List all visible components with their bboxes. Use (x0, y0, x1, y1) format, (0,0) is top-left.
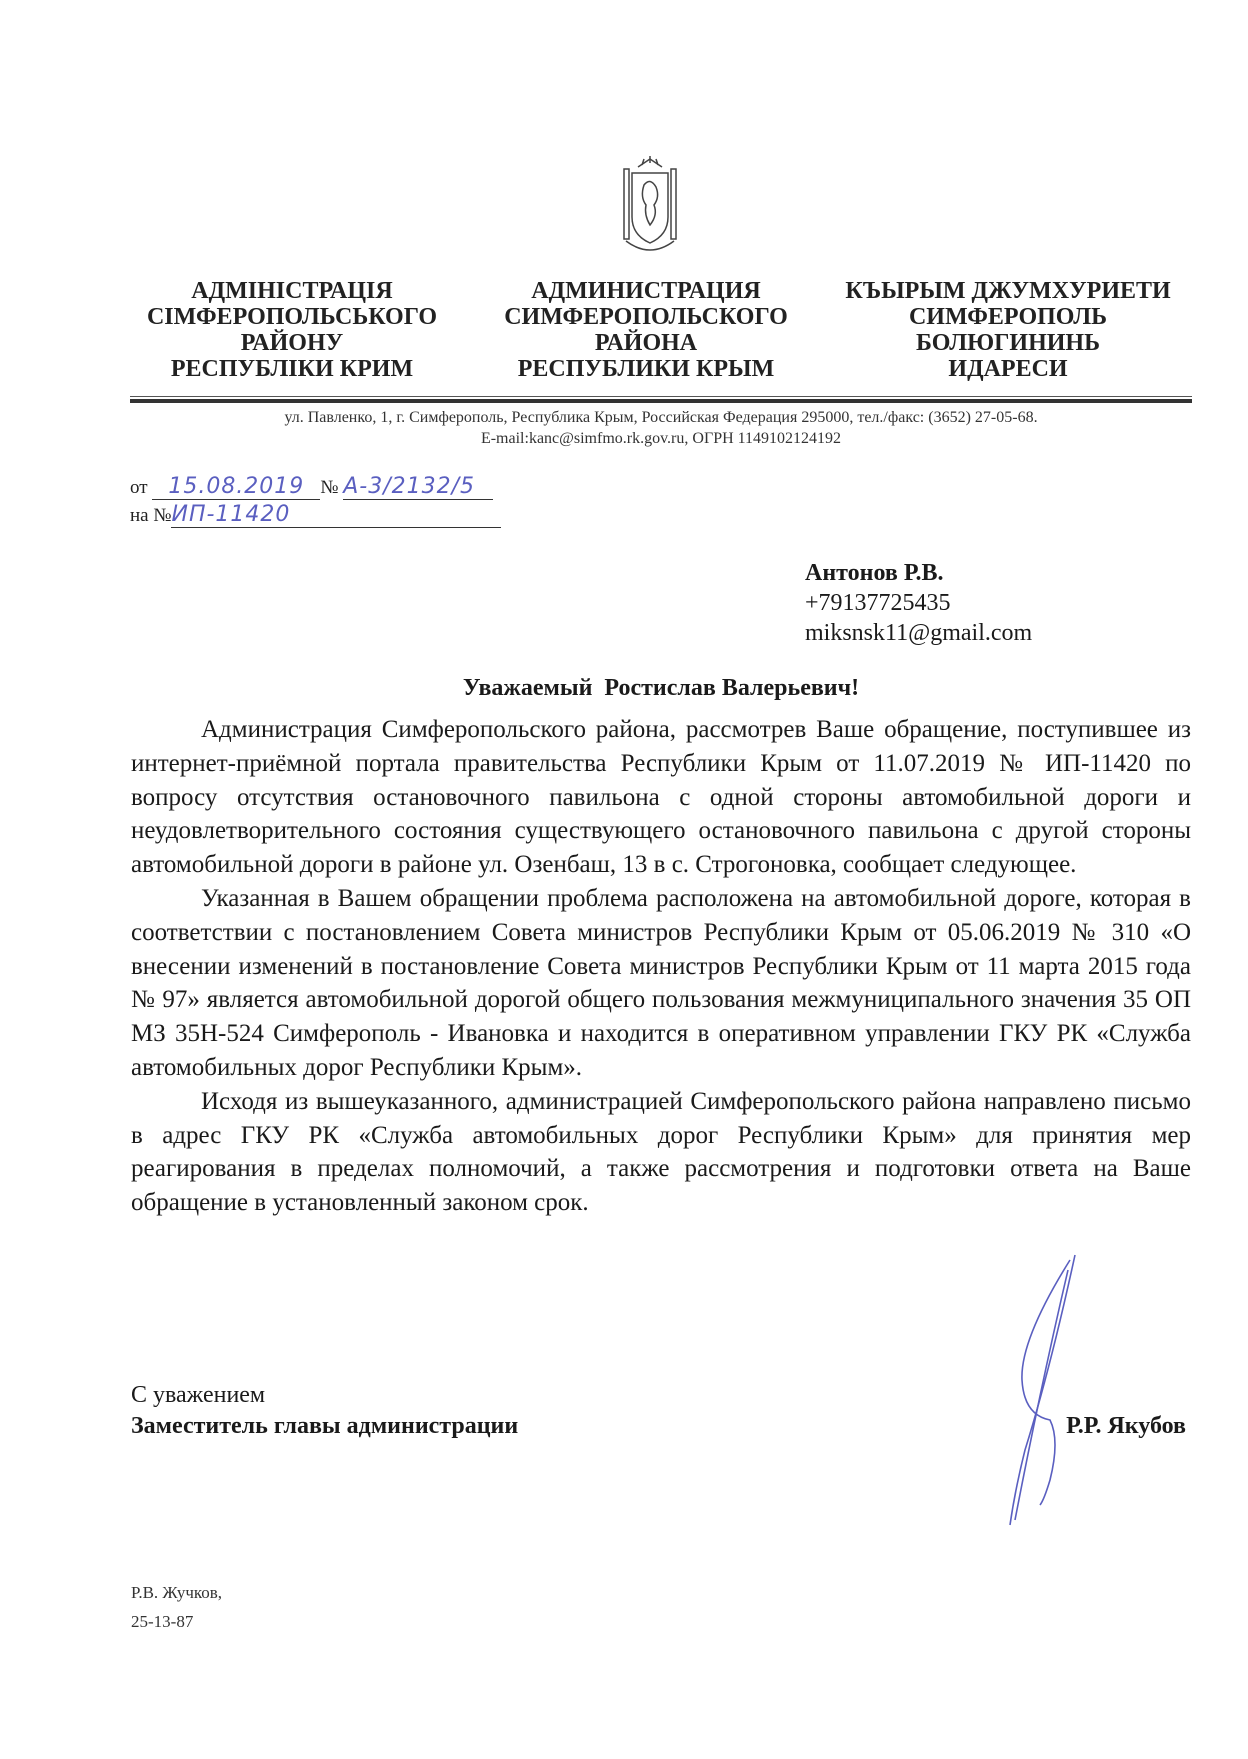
paragraph: Указанная в Вашем обращении проблема расположена на автомобильной дороге, которая в соответствии с постановлением Совета министров Республики Крым от 05.06.2019 № 310 «О внесении изменений в постановление Совета министров Республики Крым от 11 марта 2015 года № 97» является автомобильной дорогой общего пользования межмуниципального значения 35 ОП МЗ 35Н-524 Симферополь - Ивановка и находится в оперативном управлении ГКУ РК «Служба автомобильных дорог Республики Крым». (131, 884, 1191, 1081)
letterhead-russian (476, 278, 816, 382)
reply-registration (130, 502, 501, 528)
recipient-block (805, 558, 1032, 648)
address-block (130, 407, 1192, 449)
letterhead-crimean-tatar (838, 278, 1178, 382)
header-divider-thick (130, 399, 1192, 403)
handwritten-signature (950, 1250, 1090, 1540)
header-divider-thin (130, 396, 1192, 397)
contact-line: E-mail:kanc@simfmo.rk.gov.ru, ОГРН 1149102124192 (480, 430, 842, 447)
number-handwritten: А-3/2132/5 (343, 474, 493, 500)
signer-name: Р.Р. Якубов (1066, 1413, 1186, 1439)
header-line: РЕСПУБЛИКИ КРЫМ (517, 356, 775, 382)
greeting: Уважаемый Ростислав Валерьевич! (462, 675, 860, 701)
header-line: СІМФЕРОПОЛЬСЬКОГО (146, 304, 438, 330)
header-line: РАЙОНУ (240, 330, 344, 356)
executor-block (131, 1578, 222, 1636)
letterhead-ukrainian (122, 278, 462, 382)
executor-phone: 25-13-87 (131, 1612, 194, 1631)
reply-label: на № (130, 505, 172, 526)
date-handwritten: 15.08.2019 (152, 474, 320, 500)
header-line: СИМФЕРОПОЛЬ (908, 304, 1108, 330)
header-line: ИДАРЕСИ (948, 356, 1068, 382)
header-line: КЪЫРЫМ ДЖУМХУРИЕТИ (845, 278, 1171, 304)
coat-of-arms-icon (620, 155, 680, 255)
header-line: СИМФЕРОПОЛЬСКОГО (504, 304, 788, 330)
recipient-email: miksnsk11@gmail.com (805, 620, 1033, 646)
address-line: ул. Павленко, 1, г. Симферополь, Республика Крым, Российская Федерация 295000, тел./факс: (3652) 27-05-68. (284, 409, 1038, 426)
header-line: РАЙОНА (594, 330, 698, 356)
outgoing-registration (130, 474, 493, 500)
closing-regards: С уважением (131, 1382, 266, 1408)
header-line: АДМИНИСТРАЦИЯ (531, 278, 761, 304)
paragraph: Администрация Симферопольского района, рассмотрев Ваше обращение, поступившее из интернет-приёмной портала правительства Республики Крым от 11.07.2019 № ИП-11420 по вопросу отсутствия остановочного павильона с одной стороны автомобильной дороги и неудовлетворительного состояния существующего остановочного павильона с другой стороны автомобильной дороги в районе ул. Озенбаш, 13 в с. Строгоновка, сообщает следующее. (131, 716, 1191, 879)
letter-body (131, 713, 1191, 1220)
executor-name: Р.В. Жучков, (131, 1583, 223, 1602)
recipient-phone: +79137725435 (805, 590, 951, 616)
reply-number-handwritten: ИП-11420 (171, 502, 501, 528)
header-line: БОЛЮГИНИНЬ (916, 330, 1100, 356)
header-line: АДМІНІСТРАЦІЯ (191, 278, 393, 304)
paragraph: Исходя из вышеуказанного, администрацией Симферопольского района направлено письмо в адрес ГКУ РК «Служба автомобильных дорог Республики Крым» для принятия мер реагирования в пределах полномочий, а также рассмотрения и подготовки ответа на Ваше обращение в установленный законом срок. (131, 1087, 1191, 1217)
header-line: РЕСПУБЛІКИ КРИМ (170, 356, 414, 382)
signer-position: Заместитель главы администрации (131, 1413, 519, 1439)
recipient-name: Антонов Р.В. (805, 560, 944, 586)
from-label: от (130, 477, 148, 498)
number-label: № (320, 477, 339, 498)
